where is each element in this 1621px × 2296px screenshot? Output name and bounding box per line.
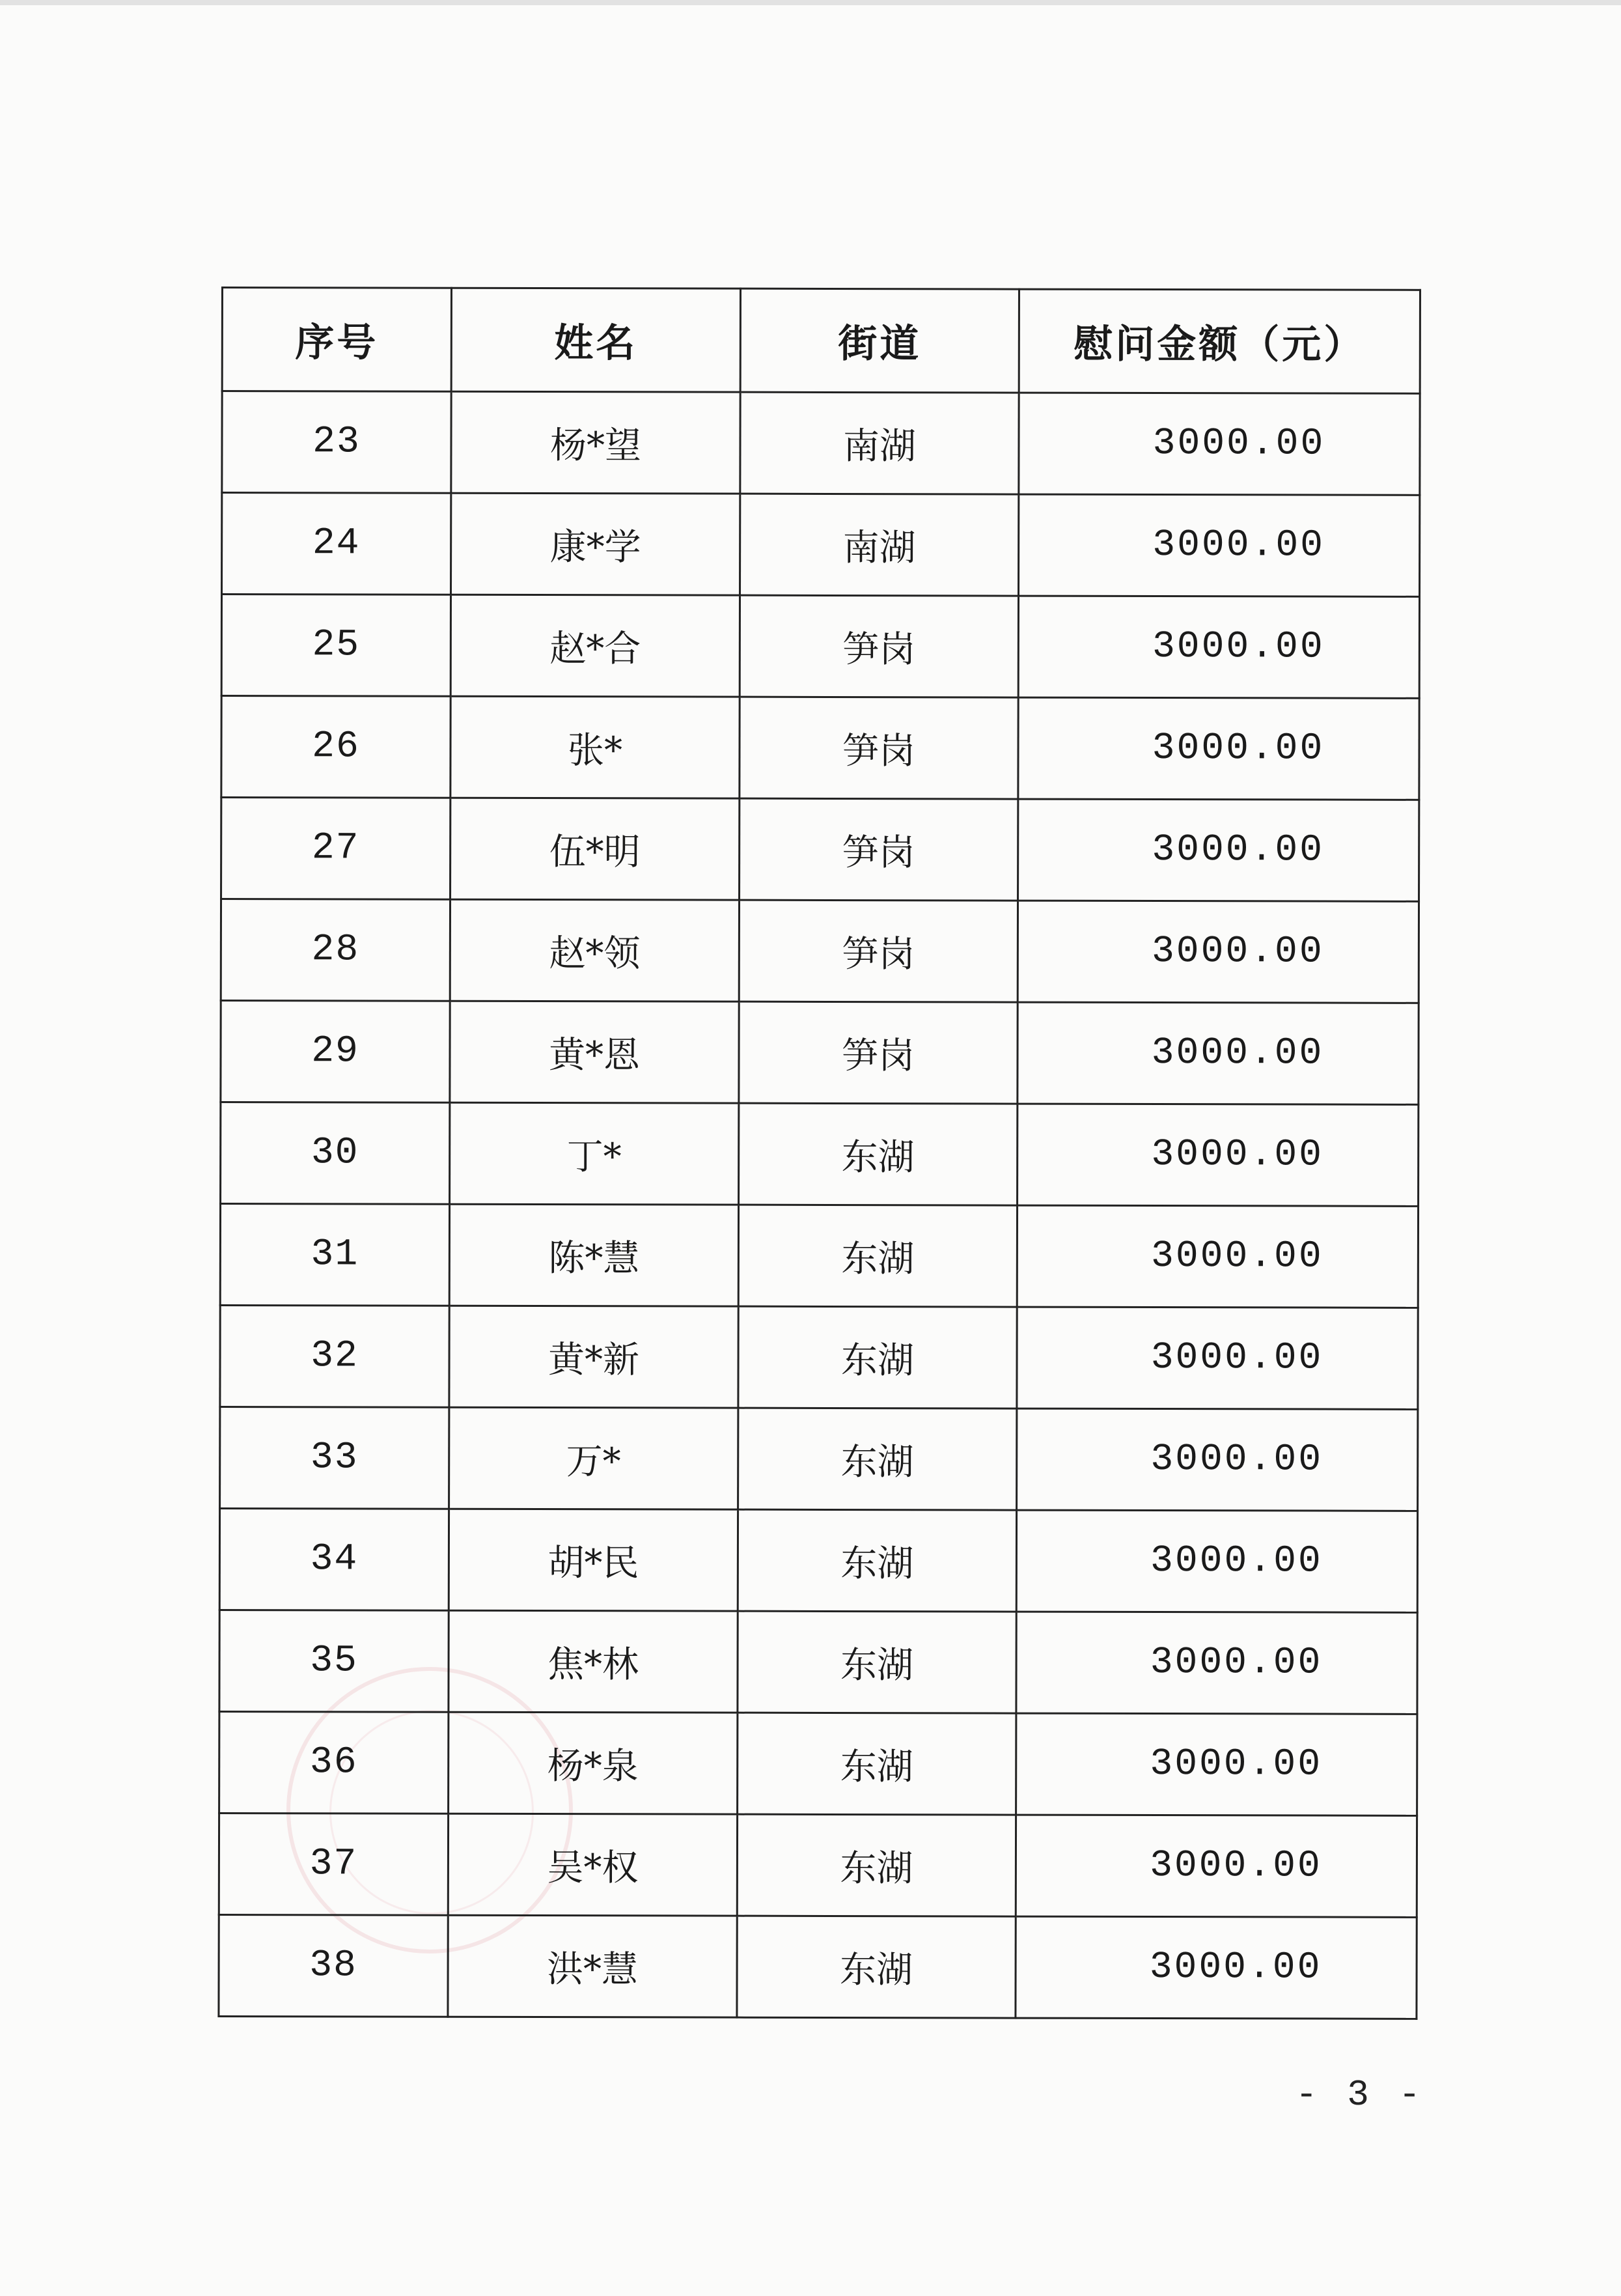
header-street: 街道 (740, 288, 1019, 393)
table-row (219, 1914, 1417, 2019)
cell-street: 东湖 (738, 1611, 1016, 1713)
cell-name: 吴*权 (448, 1813, 737, 1916)
cell-amount: 3000.00 (1018, 697, 1419, 800)
cell-name: 杨*望 (451, 391, 740, 494)
cell-amount: 3000.00 (1017, 1205, 1418, 1308)
cell-seq: 32 (220, 1305, 449, 1407)
cell-name: 丁* (450, 1102, 739, 1205)
table-row (219, 1610, 1417, 1714)
cell-street: 笋岗 (739, 1001, 1018, 1104)
cell-name: 张* (450, 696, 740, 798)
cell-amount: 3000.00 (1018, 1002, 1419, 1104)
cell-name: 伍*明 (450, 798, 740, 900)
cell-amount: 3000.00 (1016, 1612, 1417, 1714)
cell-name: 万* (449, 1407, 738, 1509)
cell-street: 笋岗 (740, 697, 1018, 799)
cell-name: 黄*新 (449, 1306, 738, 1408)
cell-seq: 33 (220, 1407, 449, 1509)
table-row (221, 1102, 1419, 1207)
header-seq: 序号 (222, 288, 451, 392)
cell-seq: 24 (222, 493, 451, 595)
cell-seq: 25 (221, 595, 450, 697)
table-row (219, 1813, 1417, 1917)
cell-seq: 26 (221, 696, 450, 798)
cell-name: 杨*泉 (449, 1712, 738, 1814)
cell-seq: 28 (221, 899, 450, 1001)
cell-amount: 3000.00 (1018, 1104, 1419, 1206)
table-row (221, 696, 1419, 800)
cell-street: 东湖 (738, 1713, 1016, 1815)
table-row (220, 1204, 1418, 1308)
cell-amount: 3000.00 (1016, 1815, 1417, 1917)
table-row (219, 1711, 1417, 1815)
page-number: - 3 - (1295, 2074, 1425, 2116)
cell-name: 赵*合 (450, 595, 740, 697)
cell-street: 南湖 (740, 494, 1019, 596)
cell-amount: 3000.00 (1016, 1713, 1417, 1815)
cell-amount: 3000.00 (1018, 799, 1419, 901)
cell-amount: 3000.00 (1019, 494, 1420, 596)
cell-seq: 23 (222, 391, 451, 494)
table-row (222, 493, 1420, 597)
cell-street: 东湖 (738, 1205, 1017, 1307)
cell-name: 陈*慧 (449, 1204, 738, 1306)
cell-street: 笋岗 (739, 900, 1018, 1002)
cell-street: 东湖 (737, 1916, 1016, 2018)
cell-street: 东湖 (737, 1814, 1016, 1916)
table-row (221, 798, 1419, 902)
cell-amount: 3000.00 (1017, 1307, 1418, 1409)
cell-name: 焦*林 (449, 1610, 738, 1713)
cell-name: 洪*慧 (448, 1915, 737, 2017)
table-row (219, 1508, 1417, 1612)
cell-seq: 30 (221, 1102, 450, 1205)
cell-street: 东湖 (738, 1509, 1016, 1612)
cell-amount: 3000.00 (1016, 1916, 1417, 2019)
cell-amount: 3000.00 (1019, 393, 1420, 495)
cell-name: 胡*民 (449, 1509, 738, 1611)
cell-street: 东湖 (738, 1306, 1017, 1408)
scan-top-edge (0, 0, 1621, 5)
table-row (220, 1407, 1418, 1511)
cell-seq: 29 (221, 1001, 450, 1103)
table-row (221, 1001, 1419, 1105)
table-header-row (222, 288, 1420, 394)
cell-seq: 38 (219, 1914, 448, 2017)
cell-street: 东湖 (738, 1408, 1017, 1510)
cell-street: 笋岗 (740, 595, 1018, 697)
cell-amount: 3000.00 (1018, 901, 1419, 1003)
cell-name: 黄*恩 (450, 1001, 739, 1103)
cell-name: 赵*领 (450, 899, 739, 1001)
cell-street: 东湖 (739, 1103, 1018, 1205)
cell-street: 笋岗 (740, 798, 1018, 901)
cell-seq: 35 (219, 1610, 449, 1712)
cell-amount: 3000.00 (1016, 1510, 1417, 1612)
table-row (221, 595, 1419, 699)
cell-seq: 36 (219, 1711, 449, 1813)
cell-amount: 3000.00 (1018, 596, 1419, 698)
cell-seq: 31 (220, 1204, 449, 1306)
relief-payment-table (217, 287, 1421, 2020)
header-name: 姓名 (451, 288, 740, 392)
cell-seq: 37 (219, 1813, 448, 1915)
table-row (221, 899, 1419, 1003)
cell-amount: 3000.00 (1017, 1408, 1418, 1511)
table-row (220, 1305, 1418, 1409)
header-amount: 慰问金额（元） (1019, 289, 1420, 393)
table-row (222, 391, 1420, 496)
cell-seq: 34 (219, 1508, 449, 1610)
cell-seq: 27 (221, 798, 450, 900)
cell-street: 南湖 (740, 392, 1019, 494)
cell-name: 康*学 (451, 493, 740, 595)
